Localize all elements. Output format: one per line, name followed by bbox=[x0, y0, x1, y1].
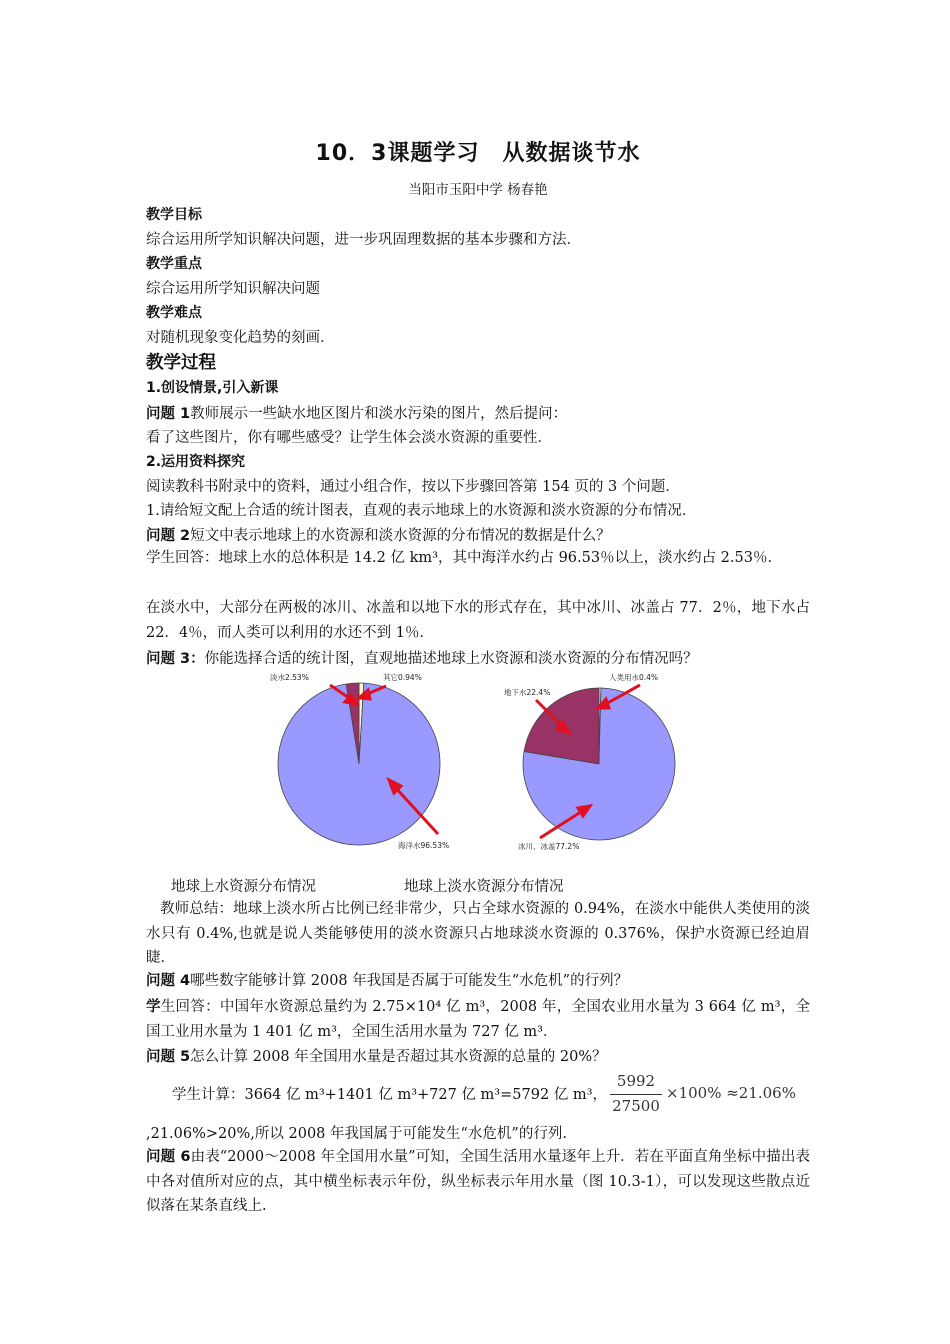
step1-heading: 1.创设情景,引入新课 bbox=[146, 380, 279, 396]
difficulty-text: 对随机现象变化趋势的刻画． bbox=[146, 330, 335, 346]
question-3-text: 你能选择合适的统计图，直观地描述地球上水资源和淡水资源的分布情况吗？ bbox=[204, 651, 698, 667]
question-6 bbox=[146, 1145, 810, 1219]
question-2 bbox=[146, 524, 611, 545]
question-3 bbox=[146, 647, 698, 668]
answer-4-label: 学 bbox=[146, 999, 161, 1015]
question-1-label: 问题 1 bbox=[146, 406, 191, 422]
chart-caption-1: 地球上水资源分布情况 bbox=[171, 879, 316, 895]
answer-4 bbox=[146, 995, 810, 1044]
teacher-summary: 教师总结：地球上淡水所占比例已经非常少，只占全球水资源的 0.94%，在淡水中能供人类使用的淡水只有 0.4%,也就是说人类能够使用的淡水资源只占地球淡水资源的 0.376%，保护水资源已经迫眉睫． bbox=[146, 901, 810, 966]
question-6-label: 问题 6 bbox=[146, 1149, 191, 1165]
pie1-label-fresh: 淡水2.53% bbox=[270, 673, 309, 682]
pie1-label-ocean: 海洋水96.53% bbox=[398, 841, 450, 850]
chart-caption-2: 地球上淡水资源分布情况 bbox=[404, 879, 564, 895]
fraction-numerator: 5992 bbox=[616, 1072, 656, 1090]
pie1-label-other: 其它0.94% bbox=[383, 673, 422, 682]
answer-2-b: 在淡水中，大部分在两极的冰川、冰盖和以地下水的形式存在，其中冰川、冰盖占 77．2％，地下水占 22．4％，而人类可以利用的水还不到 1％． bbox=[146, 600, 810, 641]
key-heading: 教学重点 bbox=[146, 256, 202, 272]
document-title: 10．3课题学习 从数据谈节水 bbox=[315, 141, 641, 166]
answer-2-a: 学生回答：地球上水的总体积是 14.2 亿 km³，其中海洋水约占 96.53％以上，淡水约占 2.53％． bbox=[146, 550, 782, 566]
step2-heading: 2.运用资料探究 bbox=[146, 454, 246, 470]
author-line: 当阳市玉阳中学 杨春艳 bbox=[408, 182, 548, 198]
difficulty-heading: 教学难点 bbox=[146, 305, 202, 321]
pie2-label-human: 人类用水0.4% bbox=[609, 673, 659, 682]
student-calculation: 学生计算：3664 亿 m³+1401 亿 m³+727 亿 m³=5792 亿 m³， bbox=[172, 1087, 607, 1103]
question-4-text: 哪些数字能够计算 2008 年我国是否属于可能发生“水危机”的行列？ bbox=[190, 973, 629, 989]
question-2-label: 问题 2 bbox=[146, 528, 191, 544]
question-1-text: 教师展示一些缺水地区图片和淡水污染的图片，然后提问： bbox=[190, 406, 568, 422]
question-4-label: 问题 4 bbox=[146, 973, 191, 989]
question-5-label: 问题 5 bbox=[146, 1049, 191, 1065]
question-5-text: 怎么计算 2008 年全国用水量是否超过其水资源的总量的 20%？ bbox=[190, 1049, 607, 1065]
water-distribution-pie bbox=[262, 668, 477, 858]
question-2-text: 短文中表示地球上的水资源和淡水资源的分布情况的数据是什么？ bbox=[190, 528, 611, 544]
step2-text: 阅读教科书附录中的资料，通过小组合作，按以下步骤回答第 154 页的 3 个问题． bbox=[146, 479, 680, 495]
goal-text: 综合运用所学知识解决问题，进一步巩固理数据的基本步骤和方法． bbox=[146, 232, 581, 248]
process-heading: 教学过程 bbox=[146, 353, 216, 373]
question-3-label: 问题 3： bbox=[146, 651, 205, 667]
step2-item-1: 1.请给短文配上合适的统计图表，直观的表示地球上的水资源和淡水资源的分布情况． bbox=[146, 503, 697, 519]
key-text: 综合运用所学知识解决问题 bbox=[146, 281, 320, 297]
answer-4-text: 生回答：中国年水资源总量约为 2.75×10⁴ 亿 m³，2008 年，全国农业用水量为 3 664 亿 m³，全国工业用水量为 1 401 亿 m³，全国生活用水量为 727 亿 m³． bbox=[146, 999, 811, 1040]
fraction-denominator: 27500 bbox=[612, 1097, 660, 1115]
question-4 bbox=[146, 969, 628, 990]
fraction-result: ×100% ≈21.06% bbox=[666, 1084, 796, 1102]
goal-heading: 教学目标 bbox=[146, 207, 202, 223]
pie2-label-ground: 地下水22.4% bbox=[504, 688, 551, 697]
calculation-conclusion: ,21.06%>20%,所以 2008 年我国属于可能发生“水危机”的行列. bbox=[146, 1126, 567, 1142]
pie2-label-glacier: 冰川、冰盖77.2% bbox=[518, 842, 580, 851]
fraction-bar bbox=[610, 1094, 662, 1095]
question-5 bbox=[146, 1045, 607, 1066]
question-6-text: 由表“2000～2008 年全国用水量”可知，全国生活用水量逐年上升．若在平面直角坐标中描出表中各对值所对应的点，其中横坐标表示年份，纵坐标表示年用水量（图 10.3-1），可以发现这些散点近似落在某条直线上. bbox=[146, 1149, 810, 1214]
freshwater-distribution-pie bbox=[492, 668, 692, 858]
question-1 bbox=[146, 402, 567, 423]
question-1-follow: 看了这些图片，你有哪些感受？让学生体会淡水资源的重要性． bbox=[146, 430, 552, 446]
